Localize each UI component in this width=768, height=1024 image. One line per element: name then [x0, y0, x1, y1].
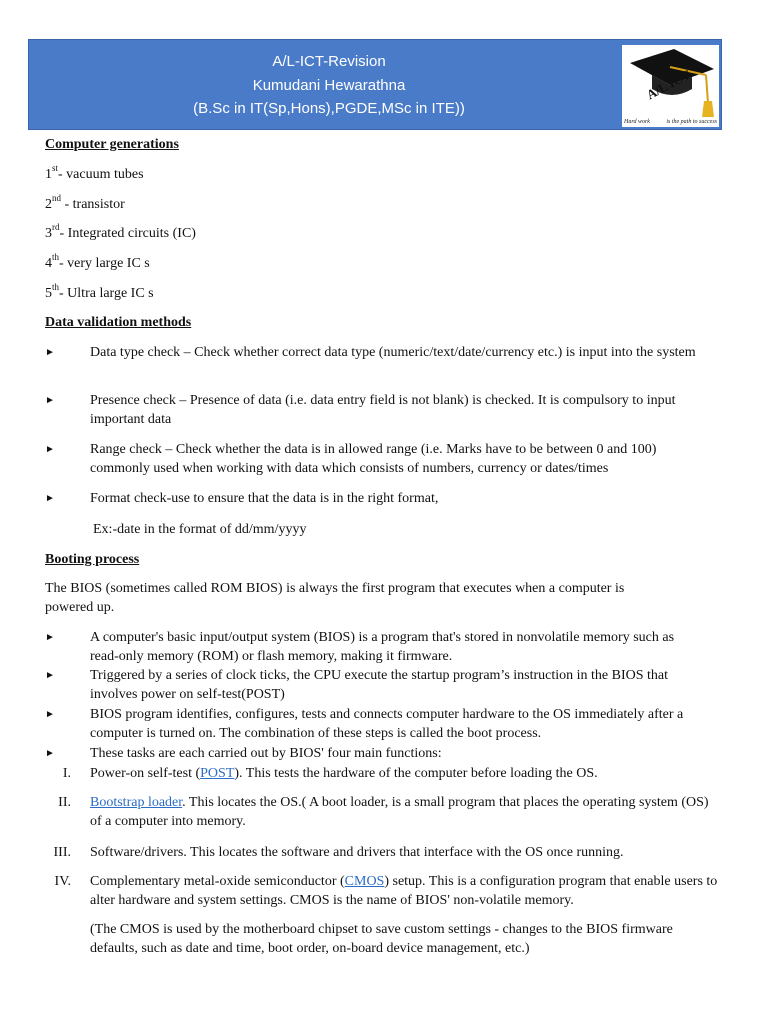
generation-item: 2nd - transistor — [45, 193, 125, 212]
list-item: ► Triggered by a series of clock ticks, the CPU execute the startup program’s instruction in the BIOS that involves power on self-test(POST) — [45, 668, 669, 702]
cmos-note: (The CMOS is used by the motherboard chipset to save custom settings - changes to the BIOS firmware defaults, such as date and time, boot order, on-board device management, etc.) — [90, 922, 673, 956]
section-heading-booting: Booting process — [45, 552, 140, 567]
logo-tagline-left: Hard work — [624, 119, 650, 125]
arrow-bullet-icon: ► — [45, 395, 55, 406]
header-author: Kumudani Hewarathna — [252, 76, 406, 94]
logo-tagline-right: is the path to success — [666, 119, 717, 125]
generation-item: 3rd- Integrated circuits (IC) — [45, 222, 196, 241]
arrow-bullet-icon: ► — [45, 748, 55, 759]
generation-item: 1st- vacuum tubes — [45, 163, 144, 182]
header-credentials: (B.Sc in IT(Sp,Hons),PGDE,MSc in ITE)) — [193, 100, 465, 117]
list-item: ► These tasks are each carried out by BIOS' four main functions: — [45, 746, 442, 761]
roman-numeral: I. — [62, 766, 71, 781]
section-heading-validation: Data validation methods — [45, 315, 192, 330]
roman-numeral: II. — [58, 795, 71, 810]
arrow-bullet-icon: ► — [45, 347, 55, 358]
section-heading-generations: Computer generations — [45, 137, 179, 152]
header-text — [29, 50, 629, 121]
logo-tagline — [624, 119, 717, 125]
generation-item: 4th- very large IC s — [45, 252, 150, 271]
arrow-bullet-icon: ► — [45, 709, 55, 720]
generation-item: 5th- Ultra large IC s — [45, 282, 154, 301]
arrow-bullet-icon: ► — [45, 632, 55, 643]
arrow-bullet-icon: ► — [45, 670, 55, 681]
list-item: ► Format check-use to ensure that the data is in the right format, — [45, 491, 439, 506]
arrow-bullet-icon: ► — [45, 493, 55, 504]
bootstrap-loader-link[interactable]: Bootstrap loader — [90, 795, 183, 810]
list-item: ► Range check – Check whether the data is in allowed range (i.e. Marks have to be between 0 and 100) commonly used when working with data which consists of numbers, currency or dates/times — [45, 442, 657, 476]
header-title: A/L-ICT-Revision — [272, 53, 386, 70]
list-item: ► Data type check – Check whether correct data type (numeric/text/date/currency etc.) is input into the system — [45, 345, 696, 360]
logo-text: A/L ICT — [644, 66, 693, 103]
page-header — [28, 39, 722, 130]
list-item: ► BIOS program identifies, configures, tests and connects computer hardware to the OS immediately after a computer is turned on. The combination of these steps is called the boot process. — [45, 707, 684, 741]
booting-intro: The BIOS (sometimes called ROM BIOS) is always the first program that executes when a computer is powered up. — [45, 581, 625, 615]
roman-numeral: IV. — [54, 874, 71, 889]
list-item: ► Presence check – Presence of data (i.e. data entry field is not blank) is checked. It is compulsory to input important data — [45, 393, 676, 427]
roman-numeral: III. — [53, 845, 71, 860]
post-link[interactable]: POST — [200, 766, 235, 781]
format-example: Ex:-date in the format of dd/mm/yyyy — [93, 522, 307, 537]
list-item: ► A computer's basic input/output system (BIOS) is a program that's stored in nonvolatile memory such as read-only memory (ROM) or flash memory, making it firmware. — [45, 630, 675, 664]
arrow-bullet-icon: ► — [45, 444, 55, 455]
graduation-cap-logo — [622, 45, 719, 127]
cmos-link[interactable]: CMOS — [344, 874, 385, 889]
